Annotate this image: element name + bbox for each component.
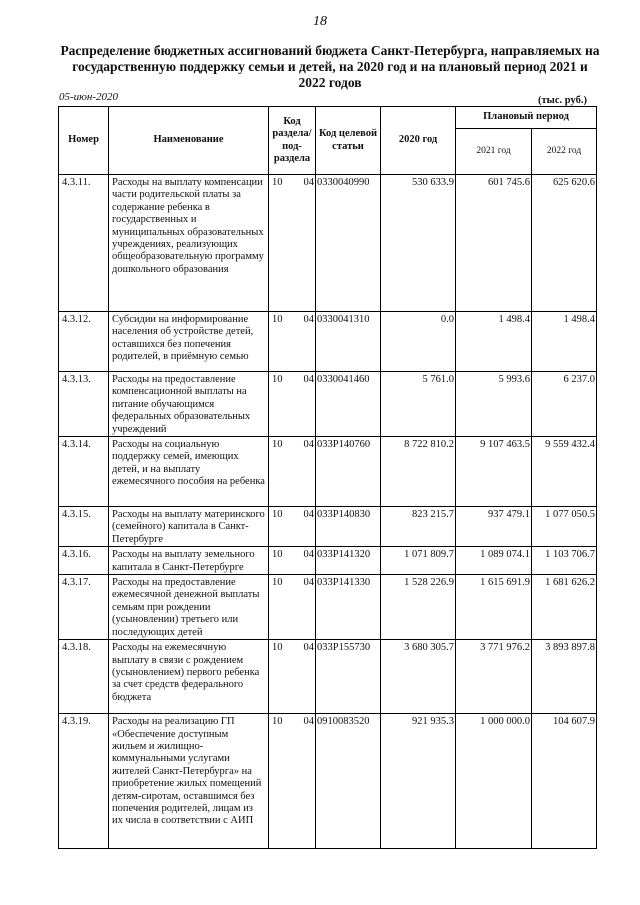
row-section-code: 10	[269, 714, 290, 849]
row-name: Расходы на выплату материнского (семейного) капитала в Санкт-Петербурге	[109, 507, 269, 547]
row-amount-2021: 1 498.4	[456, 312, 532, 372]
row-target-code: 033P155730	[316, 640, 381, 714]
row-amount-2020: 8 722 810.2	[381, 437, 456, 507]
document-title: Распределение бюджетных ассигнований бюджета Санкт-Петербурга, направляемых на государственную поддержку семьи и детей, на 2020 год и на плановый период 2021 и 2022 годов	[60, 43, 600, 90]
row-section-code: 10	[269, 640, 290, 714]
row-amount-2021: 1 615 691.9	[456, 575, 532, 640]
row-name: Расходы на выплату земельного капитала в Санкт-Петербурге	[109, 547, 269, 575]
row-name: Расходы на предоставление компенсационной выплаты на питание обучающимся федеральных образовательных учреждений	[109, 372, 269, 437]
row-subsection-code: 04	[290, 507, 316, 547]
table-body	[59, 175, 597, 849]
row-section-code: 10	[269, 437, 290, 507]
row-section-code: 10	[269, 507, 290, 547]
row-number: 4.3.19.	[59, 714, 109, 849]
row-subsection-code: 04	[290, 175, 316, 312]
header-planned-period: Плановый период	[456, 107, 597, 129]
row-subsection-code: 04	[290, 372, 316, 437]
row-number: 4.3.14.	[59, 437, 109, 507]
row-amount-2022: 104 607.9	[532, 714, 597, 849]
row-name: Субсидии на информирование населения об устройстве детей, оставшихся без попечения родителей, в приёмную семью	[109, 312, 269, 372]
row-amount-2020: 1 528 226.9	[381, 575, 456, 640]
budget-table	[58, 106, 597, 849]
table-row	[59, 372, 597, 437]
row-amount-2020: 921 935.3	[381, 714, 456, 849]
row-number: 4.3.18.	[59, 640, 109, 714]
table-row	[59, 714, 597, 849]
row-subsection-code: 04	[290, 312, 316, 372]
row-section-code: 10	[269, 175, 290, 312]
header-2020: 2020 год	[381, 107, 456, 175]
row-target-code: 0330040990	[316, 175, 381, 312]
row-amount-2021: 9 107 463.5	[456, 437, 532, 507]
row-target-code: 0330041310	[316, 312, 381, 372]
row-amount-2021: 3 771 976.2	[456, 640, 532, 714]
table-row	[59, 175, 597, 312]
row-name: Расходы на реализацию ГП «Обеспечение доступным жильем и жилищно-коммунальными услугами жителей Санкт-Петербурга» на приобретение жилых помещений детям-сиротам, оставшимся без попечения родителей, лицам из их числа в соответствии с АИП	[109, 714, 269, 849]
row-subsection-code: 04	[290, 714, 316, 849]
row-number: 4.3.13.	[59, 372, 109, 437]
row-amount-2020: 0.0	[381, 312, 456, 372]
row-section-code: 10	[269, 312, 290, 372]
row-target-code: 0910083520	[316, 714, 381, 849]
table-row	[59, 312, 597, 372]
row-amount-2020: 823 215.7	[381, 507, 456, 547]
row-amount-2022: 625 620.6	[532, 175, 597, 312]
row-amount-2021: 601 745.6	[456, 175, 532, 312]
table-row	[59, 640, 597, 714]
header-2022: 2022 год	[532, 129, 597, 175]
document-date: 05-июн-2020	[59, 91, 119, 103]
row-amount-2022: 1 681 626.2	[532, 575, 597, 640]
row-amount-2021: 1 089 074.1	[456, 547, 532, 575]
row-target-code: 033P141320	[316, 547, 381, 575]
row-section-code: 10	[269, 575, 290, 640]
table-row	[59, 437, 597, 507]
row-target-code: 033P140760	[316, 437, 381, 507]
page-number: 18	[313, 14, 327, 29]
table-row	[59, 547, 597, 575]
row-subsection-code: 04	[290, 437, 316, 507]
row-amount-2021: 5 993.6	[456, 372, 532, 437]
row-target-code: 033P141330	[316, 575, 381, 640]
row-amount-2020: 1 071 809.7	[381, 547, 456, 575]
row-amount-2022: 1 103 706.7	[532, 547, 597, 575]
header-target-code: Код целевой статьи	[316, 107, 381, 175]
row-number: 4.3.16.	[59, 547, 109, 575]
row-target-code: 0330041460	[316, 372, 381, 437]
row-amount-2022: 1 498.4	[532, 312, 597, 372]
row-name: Расходы на предоставление ежемесячной денежной выплаты семьям при рождении (усыновлении) третьего или последующих детей	[109, 575, 269, 640]
row-amount-2022: 6 237.0	[532, 372, 597, 437]
row-amount-2022: 9 559 432.4	[532, 437, 597, 507]
row-amount-2021: 937 479.1	[456, 507, 532, 547]
row-amount-2020: 5 761.0	[381, 372, 456, 437]
row-name: Расходы на ежемесячную выплату в связи с рождением (усыновлением) первого ребенка за счет средств федерального бюджета	[109, 640, 269, 714]
row-amount-2020: 3 680 305.7	[381, 640, 456, 714]
row-subsection-code: 04	[290, 547, 316, 575]
header-2021: 2021 год	[456, 129, 532, 175]
table-row	[59, 507, 597, 547]
header-number: Номер	[59, 107, 109, 175]
row-number: 4.3.17.	[59, 575, 109, 640]
header-section-code: Код раздела/ под-раздела	[269, 107, 316, 175]
row-amount-2022: 3 893 897.8	[532, 640, 597, 714]
row-number: 4.3.11.	[59, 175, 109, 312]
row-section-code: 10	[269, 547, 290, 575]
table-header	[59, 107, 597, 175]
header-name: Наименование	[109, 107, 269, 175]
row-amount-2021: 1 000 000.0	[456, 714, 532, 849]
row-name: Расходы на выплату компенсации части родительской платы за содержание ребенка в государственных и муниципальных образовательных учреждениях, реализующих общеобразовательную программу дошкольного образования	[109, 175, 269, 312]
row-subsection-code: 04	[290, 575, 316, 640]
units-label: (тыс. руб.)	[538, 95, 587, 106]
table-row	[59, 575, 597, 640]
row-amount-2022: 1 077 050.5	[532, 507, 597, 547]
row-target-code: 033P140830	[316, 507, 381, 547]
row-amount-2020: 530 633.9	[381, 175, 456, 312]
row-number: 4.3.12.	[59, 312, 109, 372]
row-name: Расходы на социальную поддержку семей, имеющих детей, и на выплату ежемесячного пособия на ребенка	[109, 437, 269, 507]
row-subsection-code: 04	[290, 640, 316, 714]
row-number: 4.3.15.	[59, 507, 109, 547]
row-section-code: 10	[269, 372, 290, 437]
